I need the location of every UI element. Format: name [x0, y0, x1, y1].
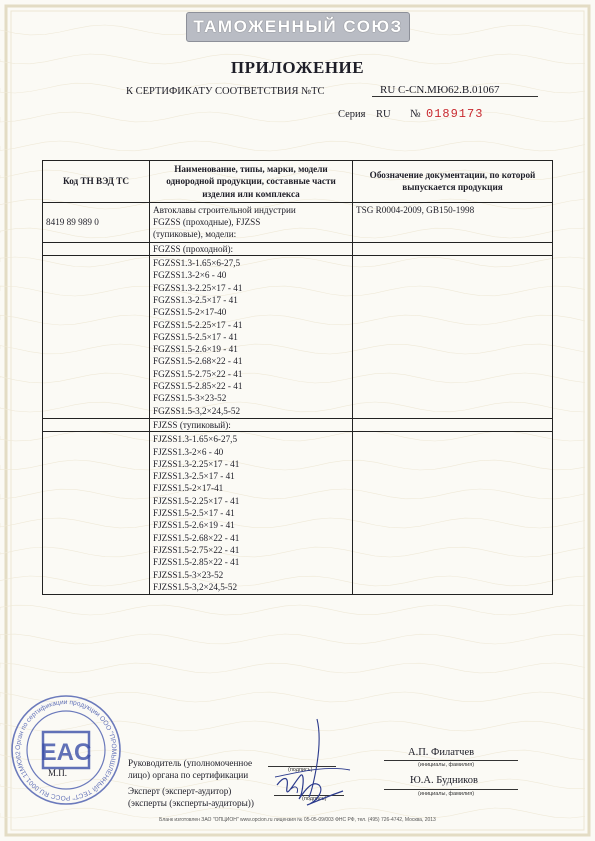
model-item: FJZSS1.5-2.75×22 - 41 [153, 544, 240, 555]
certificate-number: RU C-CN.МЮ62.В.01067 [372, 84, 538, 97]
handwritten-signatures [255, 715, 365, 815]
eac-mark: EAC [40, 739, 92, 766]
stamp-place-label: М.П. [48, 768, 68, 778]
number-label: № [410, 108, 421, 120]
customs-union-banner: ТАМОЖЕННЫЙ СОЮЗ [186, 12, 410, 42]
documentation-standards: TSG R0004-2009, GB150-1998 [353, 202, 553, 242]
expert-name: Ю.А. Будников [410, 775, 478, 786]
model-item: FJZSS1.3-2.25×17 - 41 [153, 458, 240, 469]
head-name: А.П. Филатчев [408, 747, 475, 758]
head-name-line [384, 760, 518, 761]
document-title: ПРИЛОЖЕНИЕ [230, 58, 365, 77]
model-item: FJZSS1.3-2.5×17 - 41 [153, 471, 235, 482]
empty-cell [353, 256, 553, 419]
fjzss-models-list [150, 432, 353, 595]
series-value: RU [376, 109, 391, 120]
model-item: FJZSS1.5-2.5×17 - 41 [153, 508, 235, 519]
empty-cell [353, 418, 553, 431]
model-item: FJZSS1.5-2×17-41 [153, 483, 224, 494]
model-item: FJZSS1.3-1.65×6-27,5 [153, 434, 238, 445]
table-header-row [43, 161, 553, 203]
empty-cell [353, 242, 553, 255]
table-row [43, 242, 553, 255]
series-label: Серия [338, 109, 366, 120]
head-signature-hint: (подпись) [288, 767, 313, 773]
model-item: FGZSS1.3-1.65×6-27,5 [153, 258, 241, 269]
model-item: FJZSS1.5-2.85×22 - 41 [153, 557, 240, 568]
model-item: FGZSS1.5-2.25×17 - 41 [153, 319, 243, 330]
hs-code: 8419 89 989 0 [43, 202, 150, 242]
form-footer: Бланк изготовлен ЗАО "ОПЦИОН" www.opcion.ru лицензия № 05-05-09/003 ФНС РФ, тел. (495) 726-4742, Москва, 2013 [159, 817, 436, 823]
head-label: Руководитель (уполномоченное лицо) органа по сертификации [128, 758, 253, 780]
empty-cell [353, 432, 553, 595]
table-row [43, 202, 553, 242]
model-item: FGZSS1.5-2.6×19 - 41 [153, 344, 238, 355]
model-item: FGZSS1.5-2.5×17 - 41 [153, 331, 238, 342]
model-item: FGZSS1.5-2.75×22 - 41 [153, 368, 243, 379]
expert-signature-hint: (подпись) [302, 796, 327, 802]
serial-number: 0189173 [426, 107, 484, 121]
header-name: Наименование, типы, марки, модели однородной продукции, составные части изделия или комплекса [150, 161, 353, 203]
model-item: FJZSS1.5-3,2×24,5-52 [153, 581, 238, 592]
model-item: FJZSS1.5-2.6×19 - 41 [153, 520, 235, 531]
model-item: FGZSS1.3-2.25×17 - 41 [153, 282, 243, 293]
certificate-subtitle: К СЕРТИФИКАТУ СООТВЕТСТВИЯ №ТС [126, 86, 325, 97]
table-row [43, 256, 553, 419]
table-row [43, 418, 553, 431]
model-item: FJZSS1.5-2.68×22 - 41 [153, 532, 240, 543]
model-item: FJZSS1.5-3×23-52 [153, 569, 224, 580]
empty-cell [43, 242, 150, 255]
empty-cell [43, 256, 150, 419]
stamp-ring-text: Орган по сертификации продукции ООО "ПРОМЫШЛЕННЫЙ ТЕСТ" РОСС RU.0001.11МЮ62 [14, 698, 118, 802]
header-code: Код ТН ВЭД ТС [43, 161, 150, 203]
empty-cell [43, 432, 150, 595]
fgzss-models-list [150, 256, 353, 419]
model-item: FGZSS1.3-2.5×17 - 41 [153, 294, 238, 305]
model-item: FGZSS1.5-2.85×22 - 41 [153, 381, 243, 392]
header-docs: Обозначение документации, по которой выпускается продукция [353, 161, 553, 203]
model-item: FGZSS1.5-2.68×22 - 41 [153, 356, 243, 367]
product-description: Автоклавы строительной индустрии FGZSS (проходные), FJZSS (тупиковые), модели: [150, 202, 353, 242]
model-item: FGZSS1.3-2×6 - 40 [153, 270, 227, 281]
head-name-hint: (инициалы, фамилия) [418, 762, 475, 768]
products-table [42, 160, 553, 595]
certification-stamp [10, 694, 122, 806]
model-item: FGZSS1.5-3,2×24,5-52 [153, 405, 241, 416]
group-title-fgzss: FGZSS (проходной): [150, 242, 353, 255]
model-item: FGZSS1.5-2×17-40 [153, 307, 227, 318]
empty-cell [43, 418, 150, 431]
expert-label: Эксперт (эксперт-аудитор) (эксперты (эксперты-аудиторы)) [128, 786, 254, 808]
model-item: FGZSS1.5-3×23-52 [153, 393, 227, 404]
model-item: FJZSS1.5-2.25×17 - 41 [153, 495, 240, 506]
group-title-fjzss: FJZSS (тупиковый): [150, 418, 353, 431]
expert-name-hint: (инициалы, фамилия) [418, 791, 475, 797]
model-item: FJZSS1.3-2×6 - 40 [153, 446, 224, 457]
expert-name-line [384, 789, 518, 790]
table-row [43, 432, 553, 595]
